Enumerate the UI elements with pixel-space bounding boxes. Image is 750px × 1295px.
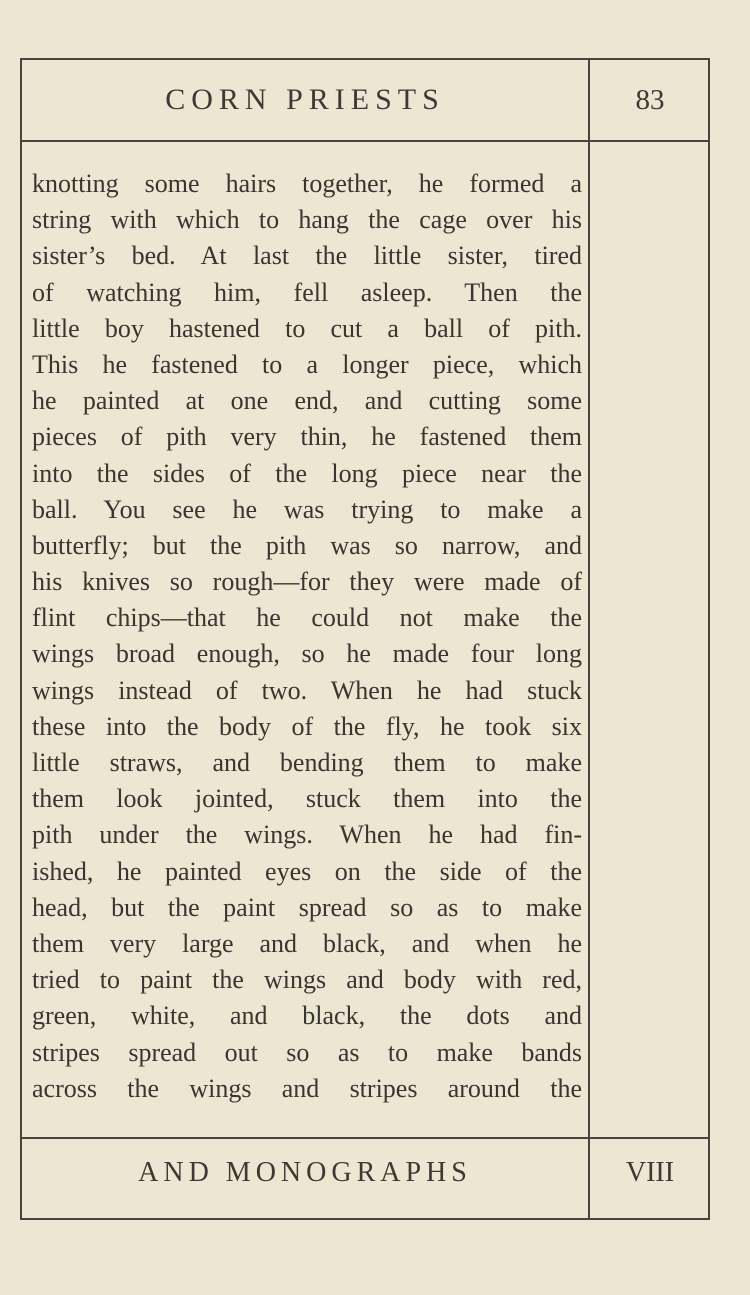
- header-divider: [22, 140, 708, 142]
- text-line: into the sides of the long piece near the: [32, 458, 582, 488]
- page-frame: [20, 58, 710, 1220]
- footer-title: AND MONOGRAPHS: [138, 1156, 472, 1188]
- column-divider: [588, 60, 590, 1218]
- text-line: pieces of pith very thin, he fastened them: [32, 422, 582, 452]
- text-line: butterfly; but the pith was so narrow, and: [32, 530, 582, 560]
- text-line: string with which to hang the cage over his: [32, 205, 582, 235]
- text-line: little boy hastened to cut a ball of pith.: [32, 313, 582, 343]
- text-line: he painted at one end, and cutting some: [32, 386, 582, 416]
- text-line: stripes spread out so as to make bands: [32, 1037, 582, 1067]
- text-line: knotting some hairs together, he formed a: [32, 169, 582, 198]
- text-line: ished, he painted eyes on the side of the: [32, 856, 582, 886]
- text-line: ball. You see he was trying to make a: [32, 494, 582, 524]
- text-line: flint chips—that he could not make the: [32, 603, 582, 633]
- text-line: of watching him, fell asleep. Then the: [32, 277, 582, 307]
- text-line: little straws, and bending them to make: [32, 748, 582, 777]
- text-line: sister’s bed. At last the little sister, tired: [32, 241, 582, 271]
- text-line: This he fastened to a longer piece, which: [32, 349, 582, 379]
- text-line: them look jointed, stuck them into the: [32, 784, 582, 814]
- text-line: green, white, and black, the dots and: [32, 1001, 582, 1031]
- page-number: 83: [635, 83, 665, 116]
- text-line: tried to paint the wings and body with red,: [32, 965, 582, 995]
- text-line: his knives so rough—for they were made of: [32, 567, 582, 597]
- text-line: head, but the paint spread so as to make: [32, 892, 582, 922]
- text-line: these into the body of the fly, he took six: [32, 711, 582, 741]
- footer-volume-mark: VIII: [625, 1156, 675, 1188]
- text-line: wings broad enough, so he made four long: [32, 639, 582, 669]
- text-line: across the wings and stripes around the: [32, 1073, 582, 1103]
- body-text: [32, 166, 582, 1107]
- text-line: them very large and black, and when he: [32, 928, 582, 958]
- text-line: pith under the wings. When he had fin-: [32, 820, 582, 850]
- text-line: wings instead of two. When he had stuck: [32, 675, 582, 705]
- running-head-title: CORN PRIESTS: [165, 83, 445, 116]
